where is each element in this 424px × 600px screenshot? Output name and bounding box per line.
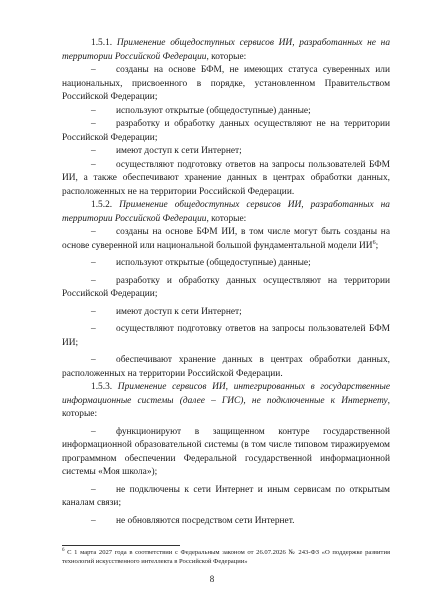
list-item: – созданы на основе БФМ, не имеющих статуса суверенных или национальных, присвоенного в порядке, установленном Правительством Российской Федерации; — [62, 65, 390, 102]
list-item: – имеют доступ к сети Интернет; — [91, 146, 242, 156]
section-number: 1.5.1. — [91, 38, 113, 48]
section-1-5-3-lead: 1.5.3. Применение сервисов ИИ, интегрированных в государственные информационные системы (далее – ГИС), не подключенные к Интернету, которые: — [62, 382, 391, 419]
section-number: 1.5.3. — [91, 382, 113, 392]
document-body — [62, 37, 390, 528]
list-item: – не обновляются посредством сети Интернет. — [91, 515, 295, 526]
list-item: – разработку и обработку данных осуществляют на территории Российской Федерации; — [62, 275, 390, 299]
footnote-reference: 6 — [372, 239, 376, 246]
list-item: – используют открытые (общедоступные) данные; — [91, 105, 311, 116]
list-item: – функционируют в защищенном контуре государственной информационной образовательной системы (в том числе типовом тиражируемом программном обеспечении Федеральной государственной информационной системы «Моя школа»); — [62, 426, 390, 477]
list-item: – созданы на основе БФМ ИИ, в том числе могут быть созданы на основе суверенной или национальной большой фундаментальной модели $ИИ^6$; — [62, 227, 390, 251]
list-item: – осуществляют подготовку ответов на запросы пользователей БФМ ИИ, а также обеспечивают хранение данных в центрах обработки данных, расположенных не на территории Российской Федерации. — [62, 159, 390, 197]
list-item: – разработку и обработку данных осуществляют не на территории Российской Федерации; — [62, 119, 390, 143]
list-item: – используют открытые (общедоступные) данные; — [91, 258, 311, 268]
footnote — [62, 549, 390, 566]
list-item: – имеют доступ к сети Интернет; — [91, 306, 242, 317]
section-1-5-1-lead: 1.5.1. Применение общедоступных сервисов ИИ, разработанных не на территории Российской Федерации, которые: — [62, 38, 391, 62]
footnote-divider — [62, 545, 180, 546]
section-heading: Применение общедоступных сервисов ИИ, разработанных не на территории Российской Федерации — [62, 38, 391, 62]
section-heading: Применение сервисов ИИ, интегрированных в государственные информационные системы (далее – ГИС), не подключенные к Интернету — [62, 382, 391, 406]
list-item: – осуществляют подготовку ответов на запросы пользователей БФМ ИИ; — [62, 324, 390, 348]
footnote-mark: 6 — [62, 547, 65, 553]
footnote-text: С 1 марта 2027 года в соответствии с Федеральным законом от 26.07.2026 № 243-ФЗ «О поддержке развития технологий искусственного интеллекта в Российской Федерации» — [62, 549, 390, 565]
page-number: 8 — [209, 574, 215, 584]
section-number: 1.5.2. — [91, 200, 113, 210]
section-heading: Применение общедоступных сервисов ИИ, разработанных на территории Российской Федерации — [62, 200, 390, 224]
section-1-5-2-lead: 1.5.2. Применение общедоступных сервисов ИИ, разработанных на территории Российской Федерации, которые: — [62, 200, 390, 224]
list-item: – не подключены к сети Интернет и иным сервисам по открытым каналам связи; — [62, 484, 390, 508]
list-item: – обеспечивают хранение данных в центрах обработки данных, расположенных на территории Российской Федерации. — [62, 355, 390, 379]
